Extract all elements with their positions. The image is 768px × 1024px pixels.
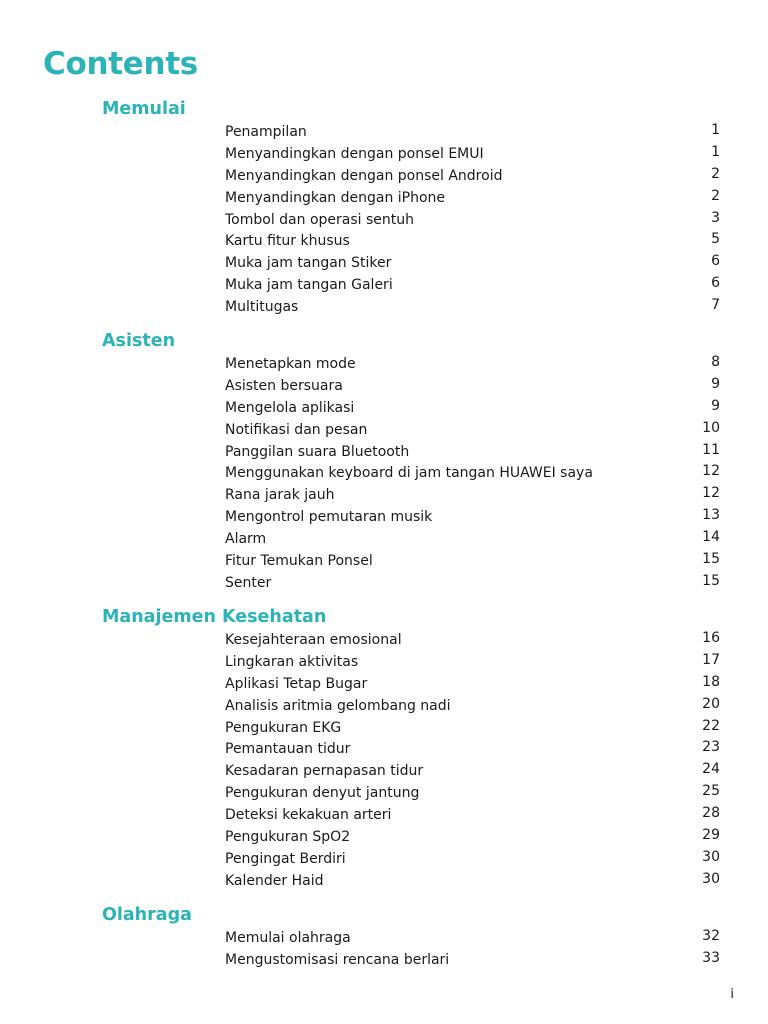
toc-entry[interactable] xyxy=(0,695,768,717)
toc-entry[interactable] xyxy=(0,629,768,651)
toc-entry-page-number: 29 xyxy=(702,827,720,844)
toc-entry-title[interactable]: Mengustomisasi rencana berlari xyxy=(225,951,450,968)
toc-entry-title[interactable]: Menggunakan keyboard di jam tangan HUAWEI saya xyxy=(225,465,593,482)
toc-entry[interactable] xyxy=(0,441,768,463)
toc-entry-title[interactable]: Asisten bersuara xyxy=(225,377,343,394)
toc-entry-page-number: 17 xyxy=(702,651,720,668)
toc-entry[interactable] xyxy=(0,717,768,739)
toc-entry[interactable] xyxy=(0,550,768,572)
toc-entry[interactable] xyxy=(0,651,768,673)
toc-entry-title[interactable]: Kalender Haid xyxy=(225,872,324,889)
toc-entry[interactable] xyxy=(0,484,768,506)
toc-entry[interactable] xyxy=(0,187,768,209)
toc-entry[interactable] xyxy=(0,397,768,419)
toc-entry-title[interactable]: Pengukuran SpO2 xyxy=(225,829,351,846)
toc-entry-page-number: 14 xyxy=(702,529,720,546)
toc-entry-title[interactable]: Notifikasi dan pesan xyxy=(225,421,368,438)
toc-entry[interactable] xyxy=(0,673,768,695)
toc-entry-page-number: 2 xyxy=(711,187,720,204)
toc-entry[interactable] xyxy=(0,230,768,252)
toc-entry[interactable] xyxy=(0,506,768,528)
toc-entry-page-number: 18 xyxy=(702,673,720,690)
toc-entry-page-number: 6 xyxy=(711,253,720,270)
toc-entry-title[interactable]: Rana jarak jauh xyxy=(225,487,335,504)
toc-entry-list xyxy=(0,927,768,971)
toc-entry[interactable] xyxy=(0,949,768,971)
toc-entry-list xyxy=(0,121,768,318)
toc-entry-title[interactable]: Penampilan xyxy=(225,124,307,140)
toc-entry-page-number: 16 xyxy=(702,630,720,646)
toc-entry-title[interactable]: Aplikasi Tetap Bugar xyxy=(225,675,368,692)
toc-entry-page-number: 28 xyxy=(702,805,720,822)
toc-entry[interactable] xyxy=(0,528,768,550)
toc-entry-page-number: 30 xyxy=(702,870,720,887)
toc-entry[interactable] xyxy=(0,826,768,848)
toc-entry[interactable] xyxy=(0,252,768,274)
toc-entry[interactable] xyxy=(0,165,768,187)
toc-entry-page-number: 6 xyxy=(711,275,720,292)
toc-entry-page-number: 22 xyxy=(702,717,720,734)
section-heading[interactable]: Asisten xyxy=(102,331,176,351)
toc-entry-title[interactable]: Menyandingkan dengan iPhone xyxy=(225,189,446,206)
toc-entry-page-number: 1 xyxy=(711,143,720,160)
toc-entry[interactable] xyxy=(0,375,768,397)
toc-entry-title[interactable]: Menetapkan mode xyxy=(225,356,356,372)
toc-entry-title[interactable]: Memulai olahraga xyxy=(225,930,351,946)
toc-entry-title[interactable]: Pengukuran denyut jantung xyxy=(225,785,420,802)
toc-entry-title[interactable]: Senter xyxy=(225,574,272,591)
toc-entry-page-number: 33 xyxy=(702,949,720,966)
toc-entry-list xyxy=(0,353,768,594)
toc-entry-page-number: 25 xyxy=(702,783,720,800)
toc-entry[interactable] xyxy=(0,353,768,375)
section-heading[interactable]: Manajemen Kesehatan xyxy=(102,607,327,627)
toc-entry-page-number: 2 xyxy=(711,165,720,182)
toc-entry-page-number: 9 xyxy=(711,397,720,414)
toc-entry-page-number: 24 xyxy=(702,761,720,778)
toc-entry-title[interactable]: Tombol dan operasi sentuh xyxy=(225,211,415,228)
toc-entry-page-number: 12 xyxy=(702,463,720,480)
toc-entry-title[interactable]: Menyandingkan dengan ponsel EMUI xyxy=(225,145,484,162)
toc-entry-title[interactable]: Kesejahteraan emosional xyxy=(225,632,402,648)
toc-entry-title[interactable]: Panggilan suara Bluetooth xyxy=(225,443,410,460)
toc-entry-page-number: 15 xyxy=(702,551,720,568)
toc-entry-page-number: 5 xyxy=(711,231,720,248)
toc-entry[interactable] xyxy=(0,804,768,826)
toc-entry[interactable] xyxy=(0,462,768,484)
toc-entry-page-number: 10 xyxy=(702,419,720,436)
toc-entry[interactable] xyxy=(0,848,768,870)
page-title: Contents xyxy=(43,46,198,82)
toc-entry-page-number: 15 xyxy=(702,572,720,589)
toc-entry-page-number: 3 xyxy=(711,209,720,226)
toc-entry[interactable] xyxy=(0,209,768,231)
toc-entry-page-number: 20 xyxy=(702,695,720,712)
toc-entry-page-number: 32 xyxy=(702,928,720,944)
toc-entry-page-number: 11 xyxy=(702,441,720,458)
toc-entry-title[interactable]: Pengingat Berdiri xyxy=(225,850,346,867)
toc-entry-title[interactable]: Kartu fitur khusus xyxy=(225,233,350,250)
toc-entry[interactable] xyxy=(0,572,768,594)
toc-entry-title[interactable]: Fitur Temukan Ponsel xyxy=(225,553,373,570)
toc-entry-page-number: 1 xyxy=(711,122,720,138)
toc-entry-title[interactable]: Mengelola aplikasi xyxy=(225,399,355,416)
toc-entry[interactable] xyxy=(0,870,768,892)
toc-entry[interactable] xyxy=(0,143,768,165)
toc-entry-title[interactable]: Menyandingkan dengan ponsel Android xyxy=(225,167,503,184)
toc-entry-page-number: 30 xyxy=(702,848,720,865)
toc-entry[interactable] xyxy=(0,121,768,143)
section-heading[interactable]: Memulai xyxy=(102,99,186,119)
toc-entry[interactable] xyxy=(0,274,768,296)
toc-entry-page-number: 8 xyxy=(711,354,720,370)
toc-entry[interactable] xyxy=(0,738,768,760)
toc-entry-title[interactable]: Muka jam tangan Galeri xyxy=(225,277,393,294)
toc-entry-list xyxy=(0,629,768,892)
toc-entry-title[interactable]: Analisis aritmia gelombang nadi xyxy=(225,697,451,714)
footer-page-number: i xyxy=(730,987,734,1002)
toc-entry-title[interactable]: Deteksi kekakuan arteri xyxy=(225,807,392,824)
toc-entry-page-number: 12 xyxy=(702,485,720,502)
toc-entry[interactable] xyxy=(0,760,768,782)
toc-entry-page-number: 7 xyxy=(711,297,720,314)
toc-entry-page-number: 23 xyxy=(702,739,720,756)
toc-entry-title[interactable]: Kesadaran pernapasan tidur xyxy=(225,763,424,780)
toc-entry-page-number: 9 xyxy=(711,375,720,392)
toc-entry-title[interactable]: Mengontrol pemutaran musik xyxy=(225,509,433,526)
toc-entry-title[interactable]: Alarm xyxy=(225,531,267,548)
toc-entry-page-number: 13 xyxy=(702,507,720,524)
toc-entry[interactable] xyxy=(0,927,768,949)
toc-entry[interactable] xyxy=(0,419,768,441)
toc-entry-title[interactable]: Muka jam tangan Stiker xyxy=(225,255,392,272)
toc-entry[interactable] xyxy=(0,782,768,804)
toc-entry-title[interactable]: Pengukuran EKG xyxy=(225,719,342,736)
toc-entry[interactable] xyxy=(0,296,768,318)
section-heading[interactable]: Olahraga xyxy=(102,905,192,925)
toc-entry-title[interactable]: Pemantauan tidur xyxy=(225,741,351,758)
toc-entry-title[interactable]: Multitugas xyxy=(225,299,299,316)
toc-entry-title[interactable]: Lingkaran aktivitas xyxy=(225,653,359,670)
